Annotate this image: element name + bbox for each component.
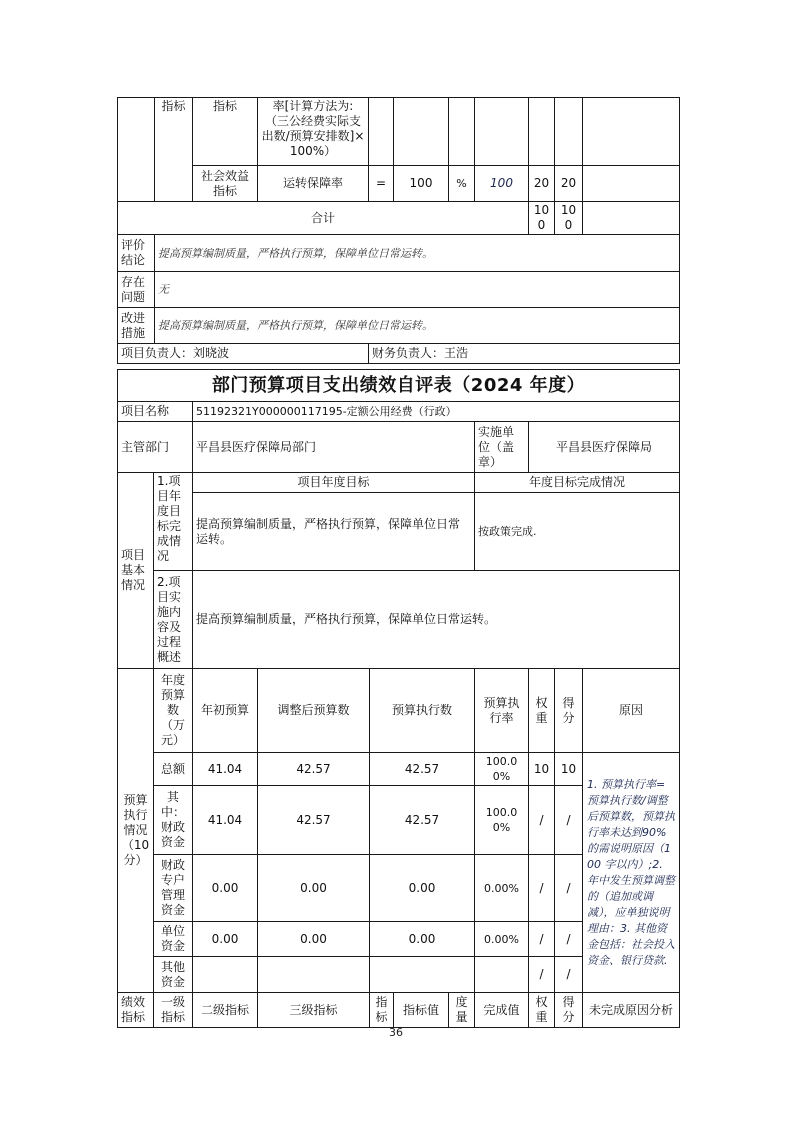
budget-row-label: 总额: [154, 753, 193, 786]
budget-row-total: [118, 753, 680, 786]
budget-header-row: [118, 669, 680, 753]
analysis-header: 未完成原因分析: [583, 993, 680, 1028]
unit-cell: [449, 98, 475, 166]
score-cell: 20: [555, 166, 583, 202]
score-value: /: [555, 922, 583, 957]
department-value: 平昌县医疗保障局部门: [193, 422, 475, 473]
evaluation-conclusion-row: [118, 235, 680, 272]
improvement-measures-text: 提高预算编制质量，严格执行预算，保障单位日常运转。: [155, 308, 680, 344]
total-label: 合计: [118, 202, 529, 235]
implementation-row: [118, 571, 680, 669]
previous-evaluation-table: [117, 97, 680, 364]
indicator-header: 指标: [370, 993, 394, 1028]
weight-value: /: [529, 922, 555, 957]
adjusted-budget-value: 0.00: [258, 922, 370, 957]
social-benefit-row: [118, 166, 680, 202]
completion-header: 年度目标完成情况: [475, 473, 680, 493]
performance-header-row: [118, 993, 680, 1028]
page-title: 部门预算项目支出绩效自评表（2024 年度）: [118, 370, 680, 402]
executed-budget-value: [370, 957, 475, 993]
level1-indicator-header: 一级指标: [154, 993, 193, 1028]
project-name-value: 51192321Y000000117195-定额公用经费（行政）: [193, 402, 680, 422]
executed-budget-value: 0.00: [370, 855, 475, 922]
initial-budget-value: 41.04: [193, 753, 258, 786]
page-number: 36: [389, 1026, 403, 1039]
level1-indicator-cell: 指标: [155, 98, 193, 202]
implementation-label: 2.项目实施内容及过程概述: [154, 571, 193, 669]
completed-value-header: 完成值: [475, 993, 529, 1028]
execution-rate-value: 100.00%: [475, 753, 529, 786]
reason-header: 原因: [583, 669, 680, 753]
improvement-measures-label: 改进措施: [118, 308, 155, 344]
department-row: [118, 422, 680, 473]
target-value-cell: 100: [394, 166, 449, 202]
score-cell: [555, 98, 583, 166]
weight-value: /: [529, 786, 555, 855]
self-evaluation-table: [117, 369, 680, 1028]
total-score: 100: [555, 202, 583, 235]
level2-indicator-cell: 社会效益指标: [193, 166, 258, 202]
implementing-unit-label: 实施单位（盖章）: [475, 422, 529, 473]
department-label: 主管部门: [118, 422, 193, 473]
goal-header: 项目年度目标: [193, 473, 475, 493]
existing-problems-row: [118, 272, 680, 308]
weight-header: 权重: [529, 669, 555, 753]
initial-budget-header: 年初预算: [193, 669, 258, 753]
reason-cell: [583, 166, 680, 202]
execution-rate-value: 0.00%: [475, 855, 529, 922]
actual-value-cell: 100: [475, 166, 529, 202]
score-value: /: [555, 786, 583, 855]
budget-row-label: 其他资金: [154, 957, 193, 993]
level2-indicator-cell: 指标: [193, 98, 258, 166]
basic-info-label: 项目基本情况: [118, 473, 154, 669]
budget-row-label: 财政专户管理资金: [154, 855, 193, 922]
level3-indicator-cell: 率[计算方法为:（三公经费实际支出数/预算安排数]×100%）: [258, 98, 369, 166]
budget-row-label: 单位资金: [154, 922, 193, 957]
execution-rate-value: 0.00%: [475, 922, 529, 957]
budget-section-label: 预算执行情况（10分）: [118, 669, 154, 993]
weight-value: 10: [529, 753, 555, 786]
implementation-text: 提高预算编制质量，严格执行预算，保障单位日常运转。: [193, 571, 680, 669]
evaluation-conclusion-label: 评价结论: [118, 235, 155, 272]
adjusted-budget-header: 调整后预算数: [258, 669, 370, 753]
completion-text: 按政策完成.: [475, 493, 680, 571]
weight-cell: 20: [529, 166, 555, 202]
project-leader: 项目负责人：刘晓波: [118, 344, 369, 364]
signature-row: [118, 344, 680, 364]
weight-header: 权重: [529, 993, 555, 1028]
performance-label: 绩效指标: [118, 993, 154, 1028]
existing-problems-label: 存在问题: [118, 272, 155, 308]
adjusted-budget-value: 0.00: [258, 855, 370, 922]
project-name-row: [118, 402, 680, 422]
score-header: 得分: [555, 669, 583, 753]
goal-content-row: [118, 493, 680, 571]
score-value: /: [555, 855, 583, 922]
score-header: 得分: [555, 993, 583, 1028]
initial-budget-value: 0.00: [193, 922, 258, 957]
reason-text: 1. 预算执行率=预算执行数/调整后预算数，预算执行率未达到90%的需说明原因（100 字以内）;2. 年中发生预算调整的（追加或调减），应单独说明理由：3. 其他资金包括：社会投入资金、银行贷款.: [583, 753, 680, 993]
budget-row-label: 其中：财政资金: [154, 786, 193, 855]
score-value: /: [555, 957, 583, 993]
reason-cell: [583, 98, 680, 166]
annual-budget-header: 年度预算数（万元）: [154, 669, 193, 753]
actual-value-cell: [475, 98, 529, 166]
score-value: 10: [555, 753, 583, 786]
indicator-group-cell: [118, 98, 155, 202]
executed-budget-value: 42.57: [370, 786, 475, 855]
operator-cell: =: [369, 166, 394, 202]
total-weight: 100: [529, 202, 555, 235]
finance-leader: 财务负责人：王浩: [369, 344, 680, 364]
title-row: [118, 370, 680, 402]
execution-rate-value: 100.00%: [475, 786, 529, 855]
implementing-unit-value: 平昌县医疗保障局: [529, 422, 680, 473]
goal-header-row: [118, 473, 680, 493]
project-name-label: 项目名称: [118, 402, 193, 422]
weight-value: /: [529, 957, 555, 993]
operator-cell: [369, 98, 394, 166]
weight-value: /: [529, 855, 555, 922]
initial-budget-value: 0.00: [193, 855, 258, 922]
measure-header: 度量: [449, 993, 475, 1028]
level3-indicator-header: 三级指标: [258, 993, 370, 1028]
executed-budget-value: 42.57: [370, 753, 475, 786]
existing-problems-text: 无: [155, 272, 680, 308]
level2-indicator-header: 二级指标: [193, 993, 258, 1028]
goal-text: 提高预算编制质量，严格执行预算，保障单位日常运转。: [193, 493, 475, 571]
evaluation-conclusion-text: 提高预算编制质量，严格执行预算，保障单位日常运转。: [155, 235, 680, 272]
execution-rate-header: 预算执行率: [475, 669, 529, 753]
initial-budget-value: 41.04: [193, 786, 258, 855]
improvement-measures-row: [118, 308, 680, 344]
execution-rate-value: [475, 957, 529, 993]
weight-cell: [529, 98, 555, 166]
level3-indicator-cell: 运转保障率: [258, 166, 369, 202]
goal-section-label: 1.项目年度目标完成情况: [154, 473, 193, 571]
adjusted-budget-value: 42.57: [258, 786, 370, 855]
target-value-cell: [394, 98, 449, 166]
executed-budget-header: 预算执行数: [370, 669, 475, 753]
total-reason: [583, 202, 680, 235]
initial-budget-value: [193, 957, 258, 993]
unit-cell: %: [449, 166, 475, 202]
total-row: [118, 202, 680, 235]
indicator-row-partial: [118, 98, 680, 166]
executed-budget-value: 0.00: [370, 922, 475, 957]
adjusted-budget-value: [258, 957, 370, 993]
adjusted-budget-value: 42.57: [258, 753, 370, 786]
indicator-value-header: 指标值: [394, 993, 449, 1028]
